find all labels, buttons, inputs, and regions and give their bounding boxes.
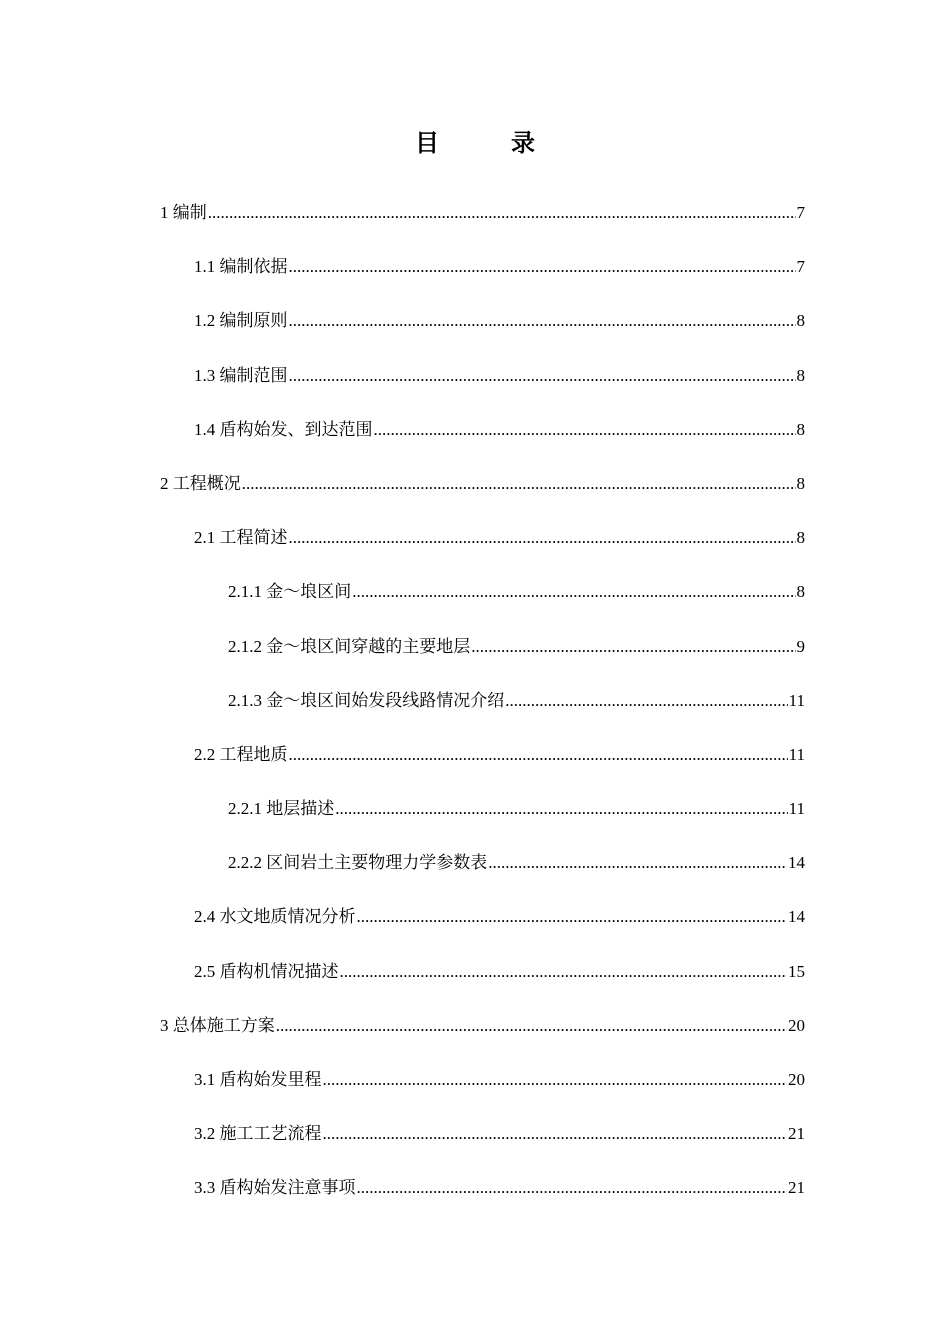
toc-entry[interactable] — [0, 632, 950, 686]
toc-dot-leader — [289, 361, 796, 391]
toc-dot-leader — [289, 252, 796, 282]
toc-entry-label: 3.3 盾构始发注意事项 — [194, 1178, 356, 1198]
toc-entry-label: 1.4 盾构始发、到达范围 — [194, 419, 373, 439]
toc-entry[interactable] — [0, 740, 950, 794]
toc-entry[interactable] — [0, 1119, 950, 1173]
toc-dot-leader — [357, 902, 788, 932]
toc-entry[interactable] — [0, 1011, 950, 1065]
toc-entry[interactable] — [0, 848, 950, 902]
toc-entry-label: 3.2 施工工艺流程 — [194, 1124, 322, 1144]
toc-entry-label: 1 编制 — [160, 203, 207, 222]
toc-entry-page-number: 8 — [796, 473, 805, 493]
toc-dot-leader — [352, 577, 795, 607]
toc-dot-leader — [276, 1011, 787, 1041]
toc-entry[interactable] — [0, 469, 950, 523]
toc-entry[interactable] — [0, 957, 950, 1011]
toc-entry-page-number: 8 — [796, 582, 805, 602]
table-of-contents — [0, 198, 950, 1228]
toc-entry-page-number: 8 — [796, 311, 805, 331]
toc-entry-page-number: 20 — [788, 1070, 805, 1089]
toc-dot-leader — [374, 415, 796, 445]
toc-entry-label: 2.1.2 金～埌区间穿越的主要地层 — [228, 636, 471, 656]
toc-entry[interactable] — [0, 686, 950, 740]
toc-entry-page-number: 8 — [796, 419, 805, 439]
toc-entry-label: 2.1 工程简述 — [194, 528, 288, 548]
toc-entry-label: 2.2.1 地层描述 — [228, 799, 335, 819]
toc-dot-leader — [208, 198, 796, 228]
toc-entry-label: 1.3 编制范围 — [194, 365, 288, 385]
toc-dot-leader — [289, 306, 796, 336]
toc-dot-leader — [357, 1173, 788, 1203]
toc-dot-leader — [242, 469, 796, 499]
toc-entry-page-number: 20 — [788, 1015, 805, 1035]
toc-entry-label: 2.2 工程地质 — [194, 744, 288, 764]
toc-entry[interactable] — [0, 306, 950, 360]
toc-entry[interactable] — [0, 523, 950, 577]
toc-entry-page-number: 14 — [788, 853, 805, 873]
toc-entry-label: 3 总体施工方案 — [160, 1015, 275, 1035]
toc-entry-label: 2.2.2 区间岩土主要物理力学参数表 — [228, 853, 488, 873]
toc-dot-leader — [335, 794, 787, 824]
toc-entry-page-number: 21 — [788, 1124, 805, 1144]
toc-entry-label: 2 工程概况 — [160, 473, 241, 493]
toc-dot-leader — [471, 632, 795, 662]
toc-entry-label: 1.2 编制原则 — [194, 311, 288, 331]
toc-entry-page-number: 11 — [788, 799, 805, 819]
toc-entry-page-number: 14 — [788, 907, 805, 927]
toc-entry-page-number: 11 — [788, 744, 805, 764]
toc-entry[interactable] — [0, 794, 950, 848]
toc-entry-label: 2.4 水文地质情况分析 — [194, 907, 356, 927]
toc-title: 目 录 — [415, 131, 559, 157]
toc-entry-label: 2.5 盾构机情况描述 — [194, 961, 339, 981]
toc-entry[interactable] — [0, 1173, 950, 1227]
toc-dot-leader — [505, 686, 787, 716]
toc-entry[interactable] — [0, 361, 950, 415]
toc-dot-leader — [289, 523, 796, 553]
toc-dot-leader — [323, 1065, 788, 1095]
toc-entry-page-number: 11 — [788, 690, 805, 710]
toc-entry-page-number: 15 — [788, 961, 805, 981]
toc-dot-leader — [488, 848, 787, 878]
toc-entry-page-number: 8 — [796, 528, 805, 548]
toc-entry[interactable] — [0, 415, 950, 469]
toc-entry-label: 1.1 编制依据 — [194, 257, 288, 277]
toc-entry-page-number: 7 — [796, 257, 805, 277]
toc-entry-label: 3.1 盾构始发里程 — [194, 1070, 322, 1089]
toc-entry-page-number: 7 — [796, 203, 805, 222]
toc-entry-page-number: 9 — [796, 636, 805, 656]
toc-entry[interactable] — [0, 902, 950, 956]
toc-dot-leader — [323, 1119, 788, 1149]
toc-entry[interactable] — [0, 577, 950, 631]
toc-entry[interactable] — [0, 252, 950, 306]
toc-entry[interactable] — [0, 1065, 950, 1119]
toc-entry-label: 2.1.1 金～埌区间 — [228, 582, 352, 602]
toc-entry-page-number: 8 — [796, 365, 805, 385]
toc-entry-label: 2.1.3 金～埌区间始发段线路情况介绍 — [228, 690, 505, 710]
toc-entry[interactable] — [0, 198, 950, 252]
toc-dot-leader — [289, 740, 788, 770]
toc-dot-leader — [340, 957, 788, 987]
toc-entry-page-number: 21 — [788, 1178, 805, 1198]
